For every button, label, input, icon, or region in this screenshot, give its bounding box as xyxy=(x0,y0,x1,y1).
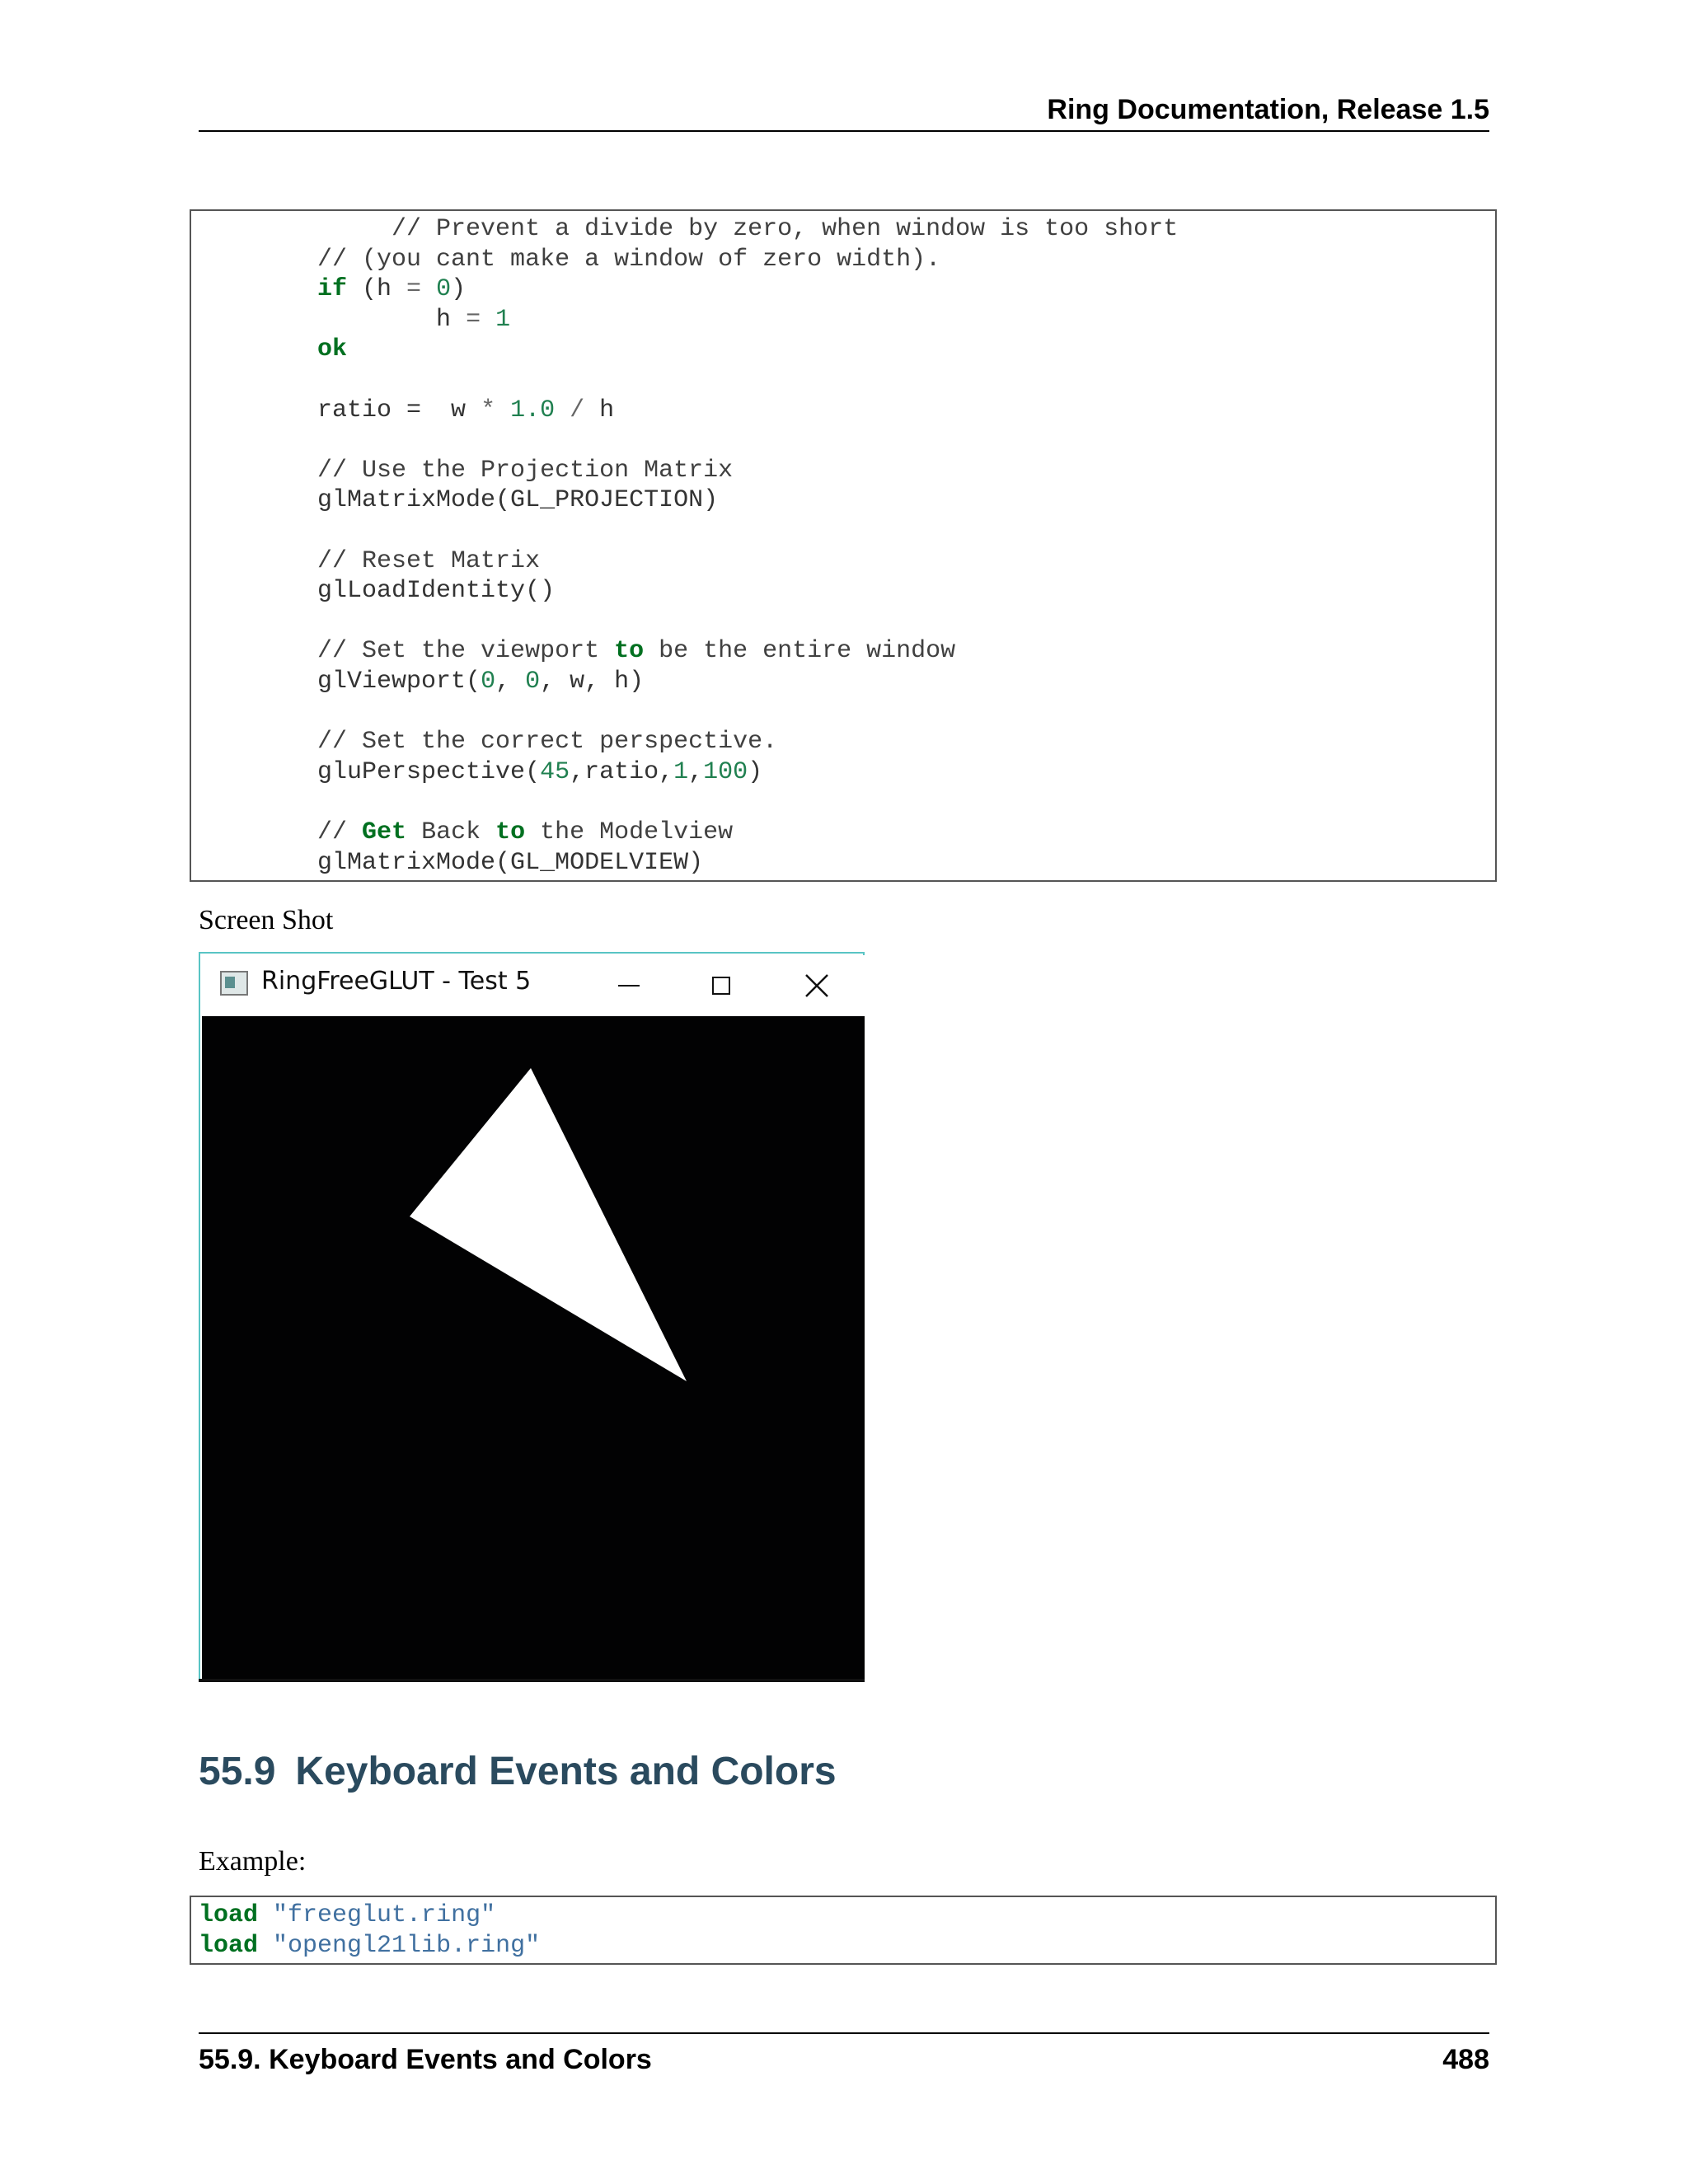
code-token xyxy=(421,275,436,303)
code-token: to xyxy=(495,818,526,846)
code-token: h xyxy=(584,396,615,424)
rendered-triangle xyxy=(202,1016,865,1680)
app-icon xyxy=(220,971,248,996)
code-line xyxy=(199,757,762,788)
code-line xyxy=(199,335,347,365)
code-token: , w, h) xyxy=(540,668,645,696)
code-token: load xyxy=(199,1901,259,1929)
code-line xyxy=(199,396,614,426)
code-token: 45 xyxy=(540,757,570,786)
code-token: the Modelview xyxy=(525,818,734,846)
code-token: // xyxy=(199,818,363,846)
code-token: // Use the Projection Matrix xyxy=(199,456,734,485)
document-title: Ring Documentation, Release 1.5 xyxy=(1047,94,1489,125)
code-token: ok xyxy=(199,335,348,364)
window-titlebar[interactable] xyxy=(202,955,865,1016)
opengl-canvas[interactable] xyxy=(202,1016,865,1680)
code-token: , xyxy=(688,757,704,786)
code-token: gluPerspective( xyxy=(199,757,541,786)
code-token: ) xyxy=(748,757,763,786)
code-token: ,ratio, xyxy=(570,757,674,786)
close-icon xyxy=(804,973,829,998)
code-token: h xyxy=(199,305,467,334)
code-token: // Reset Matrix xyxy=(199,546,541,575)
code-line xyxy=(199,667,644,697)
code-line xyxy=(199,1931,540,1961)
code-token: be the entire window xyxy=(644,637,956,666)
close-button[interactable] xyxy=(792,965,842,1006)
code-token xyxy=(495,396,510,424)
code-token: ) xyxy=(451,275,467,304)
code-token: 1 xyxy=(673,757,689,786)
section-heading xyxy=(199,1749,837,1794)
code-block-example xyxy=(190,1896,1497,1965)
code-token: * xyxy=(481,396,496,424)
code-token xyxy=(555,396,570,424)
code-token: // Set the correct perspective. xyxy=(199,728,778,757)
code-line xyxy=(199,214,1178,245)
screenshot-figure xyxy=(199,952,865,1682)
code-token: , xyxy=(495,668,526,696)
code-line xyxy=(199,274,466,305)
page-footer xyxy=(199,2032,1489,2080)
maximize-icon xyxy=(712,977,730,995)
code-line xyxy=(199,848,703,879)
code-token: Back xyxy=(406,818,496,846)
code-token: glMatrixMode(GL_MODELVIEW) xyxy=(199,848,704,877)
code-line xyxy=(199,546,540,577)
example-label: Example: xyxy=(199,1846,307,1877)
code-token: // Set the viewport xyxy=(199,637,615,666)
section-number: 55.9 xyxy=(199,1750,276,1793)
code-line xyxy=(199,1900,495,1931)
code-token: 1 xyxy=(495,305,511,334)
app-window xyxy=(199,952,865,1680)
code-token: glViewport( xyxy=(199,668,481,696)
code-token: 100 xyxy=(703,757,748,786)
code-token: = xyxy=(406,275,422,304)
code-line xyxy=(199,818,733,848)
code-token: if xyxy=(199,275,348,304)
window-title: RingFreeGLUT - Test 5 xyxy=(261,967,532,996)
code-token: // Prevent a divide by zero, when window is too short xyxy=(199,215,1179,243)
page-header xyxy=(199,92,1489,132)
code-token: 1.0 xyxy=(510,396,556,424)
code-token xyxy=(258,1932,273,1960)
taskbar-strip xyxy=(199,1679,865,1682)
code-token: 0 xyxy=(525,668,541,696)
footer-section: 55.9. Keyboard Events and Colors xyxy=(199,2044,652,2075)
code-line xyxy=(199,485,718,516)
code-block-projection xyxy=(190,209,1497,882)
code-token xyxy=(258,1901,273,1929)
code-token: to xyxy=(614,637,645,666)
minimize-button[interactable] xyxy=(604,965,654,1006)
code-token xyxy=(481,306,495,334)
screen-shot-label: Screen Shot xyxy=(199,905,334,935)
code-line xyxy=(199,636,955,667)
code-token: "opengl21lib.ring" xyxy=(273,1932,541,1960)
code-token: glMatrixMode(GL_PROJECTION) xyxy=(199,486,719,515)
code-token: = xyxy=(466,305,481,334)
code-token: Get xyxy=(362,818,407,846)
code-token: "freeglut.ring" xyxy=(273,1901,496,1929)
code-line xyxy=(199,305,510,335)
code-token: 0 xyxy=(436,275,452,304)
code-token: load xyxy=(199,1932,259,1960)
code-token: // (you cant make a window of zero width). xyxy=(199,245,941,274)
code-line xyxy=(199,576,555,607)
code-token: ratio = w xyxy=(199,396,481,424)
code-line xyxy=(199,727,777,757)
code-token: 0 xyxy=(481,668,496,696)
code-token: glLoadIdentity() xyxy=(199,577,556,606)
code-token: (h xyxy=(347,275,407,304)
code-token: / xyxy=(570,396,585,424)
page-number: 488 xyxy=(1442,2044,1489,2075)
code-line xyxy=(199,456,733,486)
maximize-button[interactable] xyxy=(696,965,746,1006)
code-line xyxy=(199,245,940,275)
section-title: Keyboard Events and Colors xyxy=(295,1750,837,1793)
minimize-icon xyxy=(618,985,640,987)
